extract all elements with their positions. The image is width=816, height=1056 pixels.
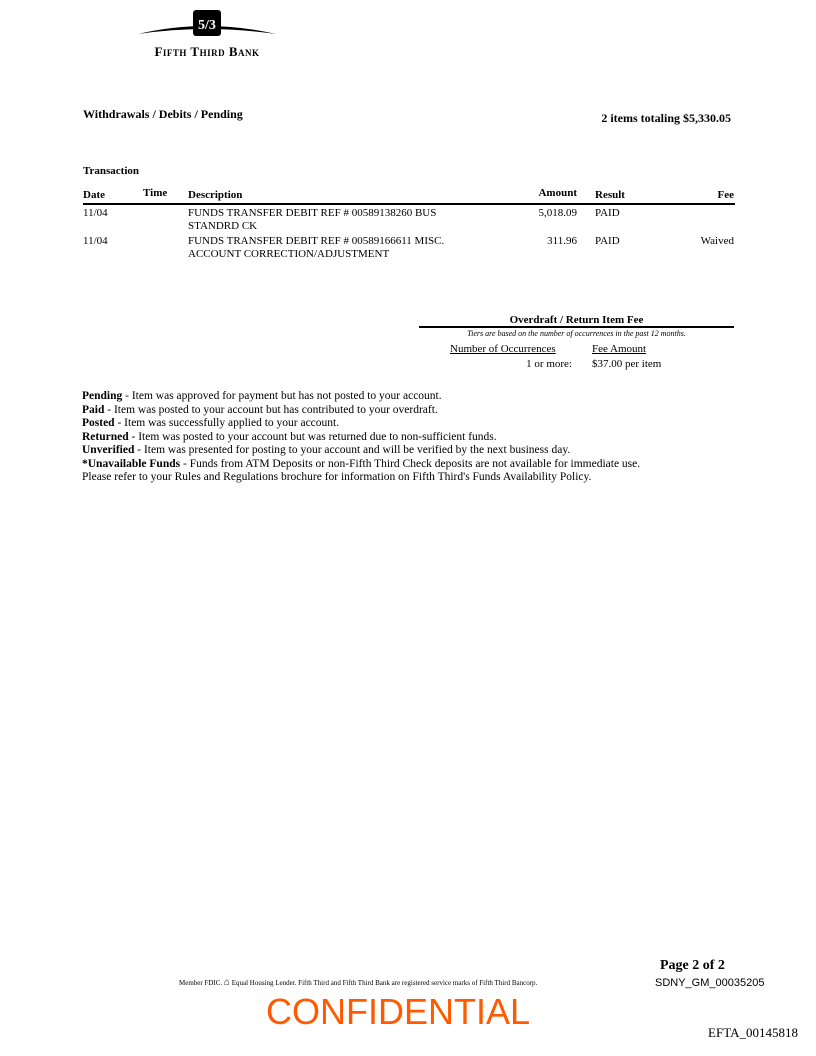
row-amount: 5,018.09 [538,207,577,219]
legend-item: Please refer to your Rules and Regulations brochure for information on Fifth Third's Funds Availability Policy. [82,471,592,483]
row-result: PAID [595,235,620,247]
section-summary: 2 items totaling $5,330.05 [601,111,731,125]
header-date: Date [83,189,105,201]
header-result: Result [595,189,625,201]
status-legend [82,390,640,485]
legend-item: Posted - Item was successfully applied to your account. [82,417,340,429]
fee-box-note: Tiers are based on the number of occurrences in the past 12 months. [467,329,686,338]
svg-text:5/3: 5/3 [198,18,216,33]
header-amount: Amount [538,187,577,199]
section-subtitle: Transaction [83,165,140,177]
row-description: FUNDS TRANSFER DEBIT REF # 00589166611 MISC. ACCOUNT CORRECTION/ADJUSTMENT [188,235,445,260]
fee-box-col-amount: Fee Amount [592,343,647,355]
footer-disclosure: Member FDIC. ⌂ Equal Housing Lender. Fifth Third and Fifth Third Bank are registered service marks of Fifth Third Bancorp. [179,977,538,988]
section-title: Withdrawals / Debits / Pending [83,107,243,121]
header-fee: Fee [717,189,734,201]
legend-item: Pending - Item was approved for payment but has not posted to your account. [82,390,442,402]
row-amount: 311.96 [547,235,577,247]
row-date: 11/04 [83,235,108,247]
logo-emblem-icon [136,8,278,38]
legend-item: *Unavailable Funds - Funds from ATM Deposits or non-Fifth Third Check deposits are not available for immediate use. [82,457,641,470]
row-fee: Waived [700,235,734,247]
row-date: 11/04 [83,207,108,219]
row-result: PAID [595,207,620,219]
equal-housing-icon: ⌂ [223,977,230,988]
legend-item: Returned - Item was posted to your account but was returned due to non-sufficient funds. [82,430,497,443]
header-time: Time [143,187,168,199]
header-rule [83,203,735,205]
legend-item: Paid - Item was posted to your account but has contributed to your overdraft. [82,403,438,416]
logo-text: Fifth Third Bank [154,44,260,59]
fee-box-occurrences: 1 or more: [526,358,572,370]
header-description: Description [188,189,243,201]
bank-logo [136,8,278,59]
page-number: Page 2 of 2 [660,958,725,973]
fee-box-title: Overdraft / Return Item Fee [509,314,644,326]
legend-item: Unverified - Item was presented for posting to your account and will be verified by the next business day. [82,444,571,456]
row-description: FUNDS TRANSFER DEBIT REF # 00589138260 BUS STANDRD CK [188,207,437,232]
bates-number: SDNY_GM_00035205 [655,977,765,989]
fee-box-rule [419,326,734,328]
fee-box-col-occurrences: Number of Occurrences [450,343,556,355]
efta-number: EFTA_00145818 [708,1025,798,1040]
confidential-stamp: CONFIDENTIAL [266,991,531,1032]
fee-box-amount: $37.00 per item [592,358,662,370]
